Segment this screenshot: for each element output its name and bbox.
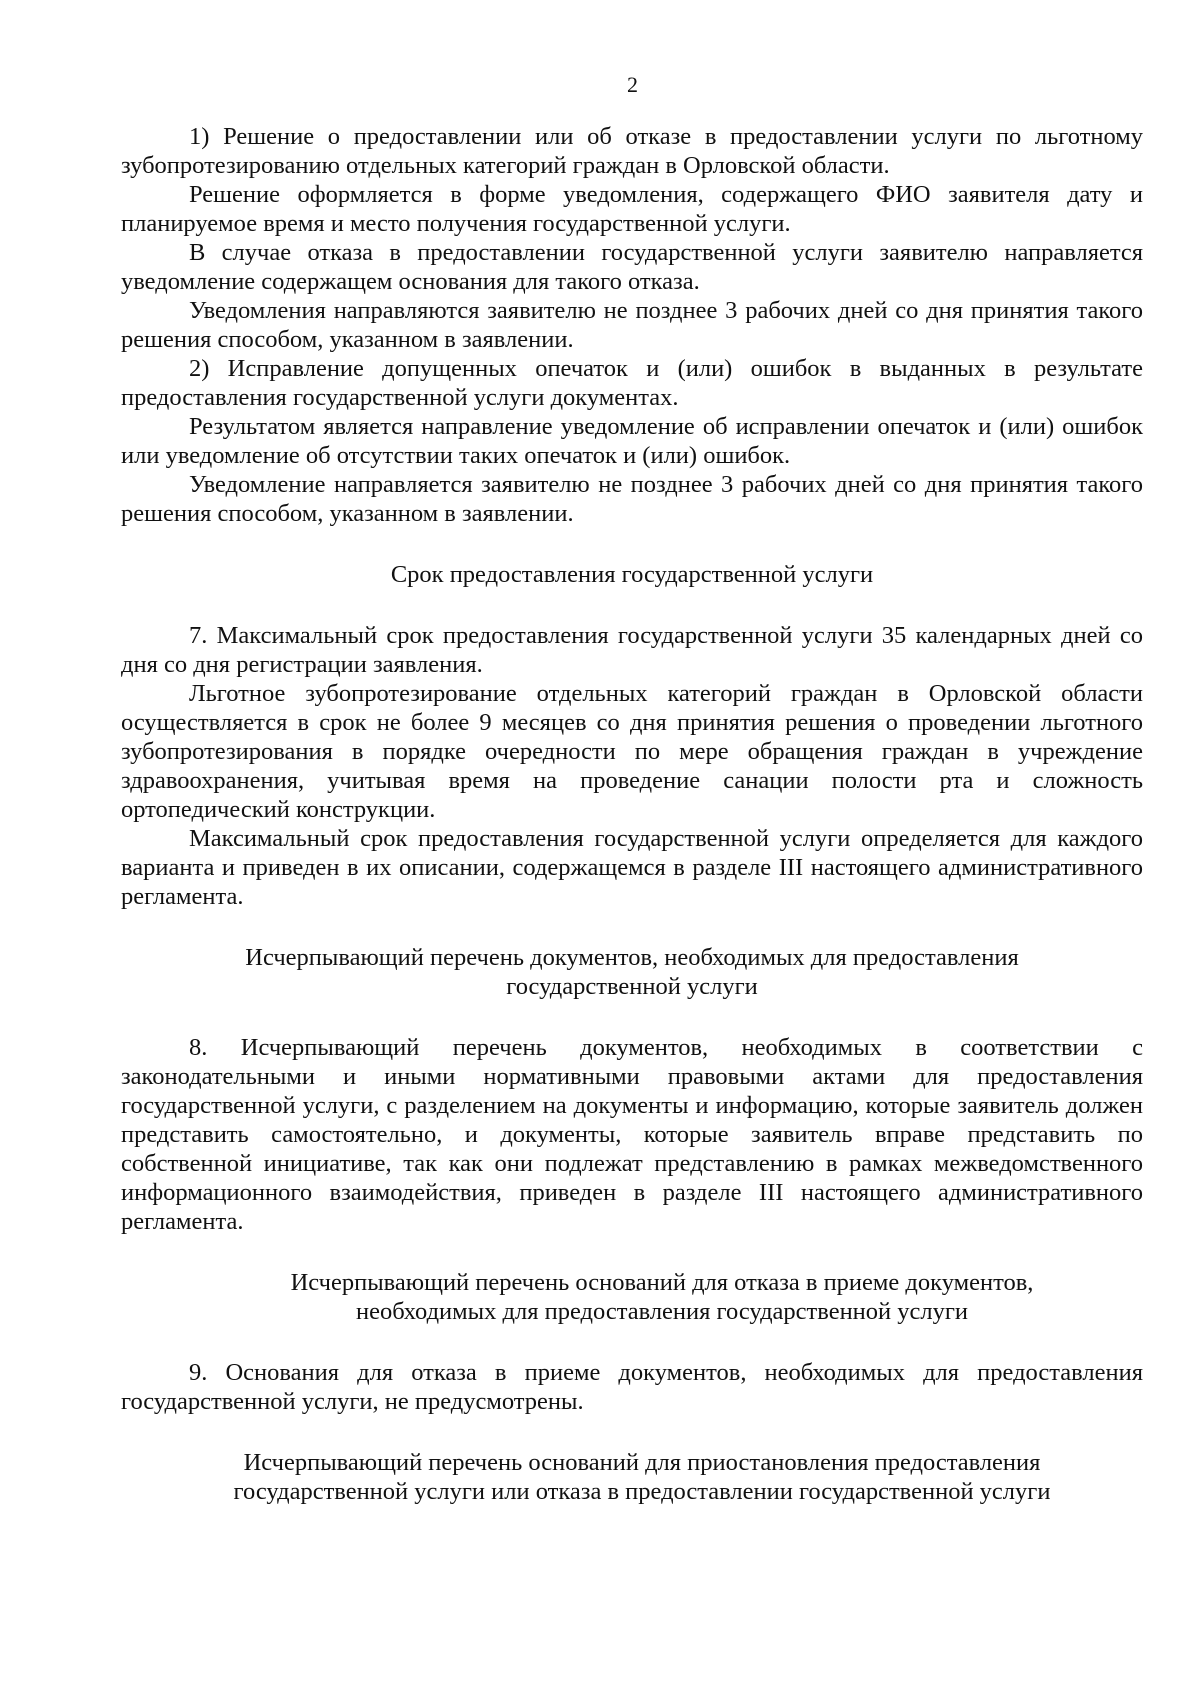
heading-documents-line-2: государственной услуги xyxy=(506,973,758,1000)
heading-refusal-reception-line-2: необходимых для предоставления государственной услуги xyxy=(355,1298,969,1325)
paragraph-correction-result: Результатом является направление уведомление об исправлении опечаток и (или) ошибок или уведомление об отсутствии таких опечаток и (или) ошибок. xyxy=(121,413,1143,469)
heading-documents xyxy=(121,943,1143,1001)
paragraph-item-8: 8. Исчерпывающий перечень документов, необходимых в соответствии с законодательными и иными нормативными правовыми актами для предоставления государственной услуги, с разделением на документы и информацию, которые заявитель должен представить самостоятельно, и документы, которые заявитель вправе представить по собственной инициативе, так как они подлежат представлению в рамках межведомственного информационного взаимодействия, приведен в разделе III настоящего административного регламента. xyxy=(121,1034,1143,1235)
heading-suspension-line-1: Исчерпывающий перечень оснований для приостановления предоставления xyxy=(243,1449,1041,1476)
page-number: 2 xyxy=(627,72,638,97)
paragraph-item-7: 7. Максимальный срок предоставления государственной услуги 35 календарных дней со дня со дня регистрации заявления. xyxy=(121,622,1143,678)
paragraph-item-9: 9. Основания для отказа в приеме документов, необходимых для предоставления государственной услуги, не предусмотрены. xyxy=(121,1359,1143,1415)
heading-refusal-reception-line-1: Исчерпывающий перечень оснований для отказа в приеме документов, xyxy=(290,1269,1034,1296)
heading-suspension-line-2: государственной услуги или отказа в предоставлении государственной услуги xyxy=(233,1478,1051,1505)
document-body xyxy=(121,122,1143,1506)
heading-documents-line-1: Исчерпывающий перечень документов, необходимых для предоставления xyxy=(245,944,1019,971)
paragraph-dental-term: Льготное зубопротезирование отдельных категорий граждан в Орловской области осуществляется в срок не более 9 месяцев со дня принятия решения о проведении льготного зубопротезирования в порядке очередности по мере обращения граждан в учреждение здравоохранения, учитывая время на проведение санации полости рта и сложность ортопедический конструкции. xyxy=(121,680,1143,823)
paragraph-result-form: Решение оформляется в форме уведомления, содержащего ФИО заявителя дату и планируемое время и место получения государственной услуги. xyxy=(121,181,1143,237)
paragraph-notice-deadline: Уведомления направляются заявителю не позднее 3 рабочих дней со дня принятия такого решения способом, указанном в заявлении. xyxy=(121,297,1143,353)
paragraph-max-term: Максимальный срок предоставления государственной услуги определяется для каждого варианта и приведен в их описании, содержащемся в разделе III настоящего административного регламента. xyxy=(121,825,1143,910)
heading-term: Срок предоставления государственной услуги xyxy=(390,561,874,588)
paragraph-correction-deadline: Уведомление направляется заявителю не позднее 3 рабочих дней со дня принятия такого решения способом, указанном в заявлении. xyxy=(121,471,1143,527)
heading-suspension xyxy=(121,1448,1143,1506)
paragraph-result-1: 1) Решение о предоставлении или об отказе в предоставлении услуги по льготному зубопротезированию отдельных категорий граждан в Орловской области. xyxy=(121,123,1143,179)
paragraph-refusal-notice: В случае отказа в предоставлении государственной услуги заявителю направляется уведомление содержащем основания для такого отказа. xyxy=(121,239,1143,295)
paragraph-result-2: 2) Исправление допущенных опечаток и (или) ошибок в выданных в результате предоставления государственной услуги документах. xyxy=(121,355,1143,411)
heading-refusal-reception xyxy=(121,1268,1143,1326)
